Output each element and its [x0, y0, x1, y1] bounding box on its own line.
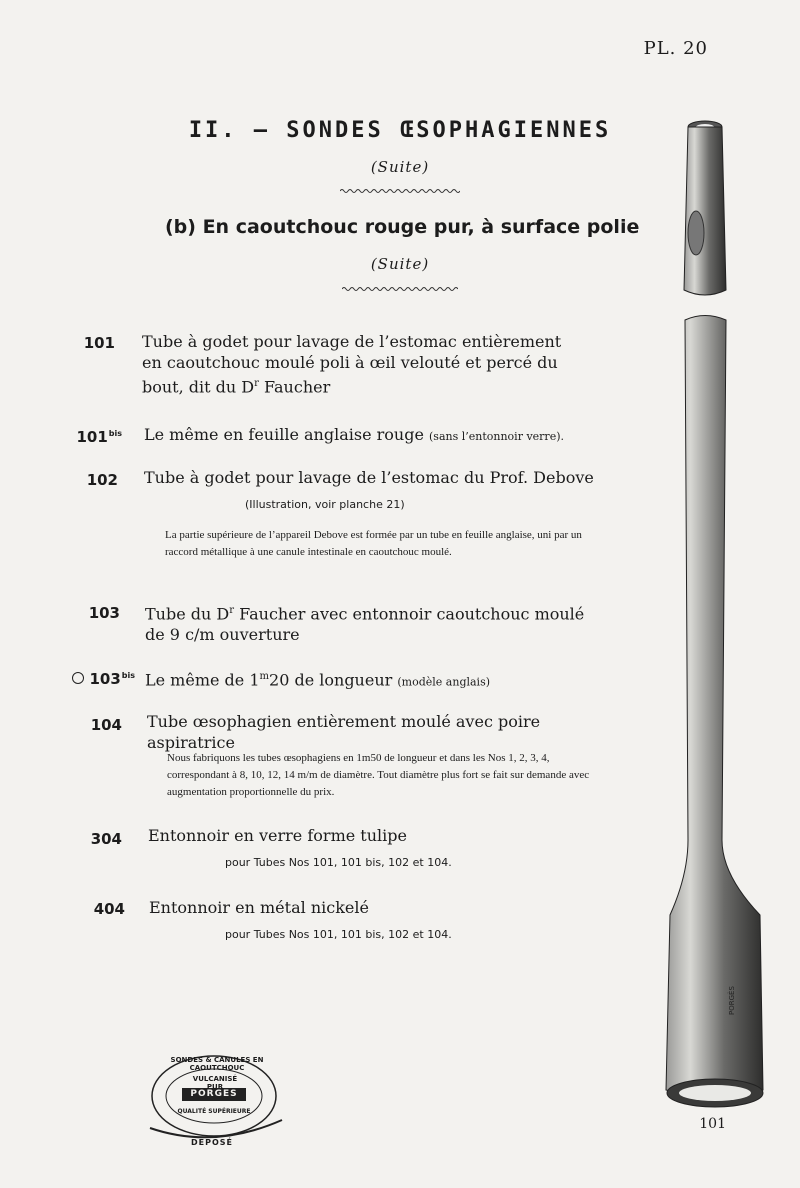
- item-note: La partie supérieure de l’appareil Debove est formée par un tube en feuille anglaise, uni par un raccord métallique à une canule intestinale en caoutchouc moulé.: [165, 529, 582, 558]
- item-number: 104: [90, 716, 122, 734]
- illustration-reference: (Illustration, voir planche 21): [245, 498, 405, 511]
- item-number: $101^{bis}$: [76, 428, 122, 446]
- section-suite: (Suite): [370, 158, 430, 176]
- wavy-divider: [340, 188, 460, 194]
- subsection-suite: (Suite): [370, 255, 430, 273]
- item-description: Tube à godet pour lavage de l’estomac du Prof. Debove: [144, 468, 594, 487]
- illustration-mark: PORGÈS: [728, 986, 736, 1015]
- compatible-tubes: pour Tubes Nos 101, 101 bis, 102 et 104.: [225, 928, 452, 941]
- stamp-brand: PORGES: [190, 1089, 238, 1099]
- item-number: 404: [93, 900, 125, 918]
- item-description: Tube œsophagien entièrement moulé avec poire aspiratrice: [147, 712, 541, 752]
- subsection-title: (b) En caoutchouc rouge pur, à surface polie: [165, 216, 640, 238]
- tube-illustration: [660, 115, 770, 1135]
- item-description: Tube à godet pour lavage de l’estomac entièrement en caoutchouc moulé poli à œil velouté et percé du bout, dit du $D^r$ Faucher: [142, 332, 562, 397]
- stamp-top-text: SONDES & CANULES EN CAOUTCHOUC: [170, 1056, 264, 1072]
- trademark-stamp: [142, 1048, 292, 1153]
- section-title: II. — SONDES ŒSOPHAGIENNES: [188, 118, 612, 143]
- item-description: Entonnoir en verre forme tulipe: [148, 826, 407, 845]
- item-number: 304: [90, 830, 122, 848]
- compatible-tubes: pour Tubes Nos 101, 101 bis, 102 et 104.: [225, 856, 452, 869]
- item-number: 102: [86, 471, 118, 489]
- stamp-bottom-text: QUALITÉ SUPÉRIEURE: [177, 1108, 251, 1115]
- stamp-deposit: DEPOSÉ: [191, 1138, 233, 1147]
- figure-number: 101: [699, 1116, 726, 1132]
- stamp-mid-text: VULCANISÉ PUR: [192, 1075, 238, 1091]
- plate-number: PL. 20: [643, 38, 708, 59]
- item-description: Le même de 1$^m$20 de longueur (modèle anglais): [145, 670, 491, 690]
- item-number: 103: [88, 604, 120, 622]
- item-description: Le même en feuille anglaise rouge (sans l’entonnoir verre).: [144, 425, 564, 444]
- item-number: $103^{bis}$: [89, 670, 135, 688]
- item-number: 101: [83, 334, 115, 352]
- wavy-divider-2: [342, 286, 458, 292]
- item-description: Tube du $D^r$ Faucher avec entonnoir caoutchouc moulé de 9 c/m ouverture: [145, 604, 585, 645]
- item-note: Nous fabriquons les tubes œsophagiens en 1m50 de longueur et dans les Nos 1, 2, 3, 4, correspondant à 8, 10, 12, 14 m/m de diamètre. Tout diamètre plus fort se fait sur demande avec augmentation proportionnelle du prix.: [167, 752, 590, 798]
- item-description: Entonnoir en métal nickelé: [149, 898, 369, 917]
